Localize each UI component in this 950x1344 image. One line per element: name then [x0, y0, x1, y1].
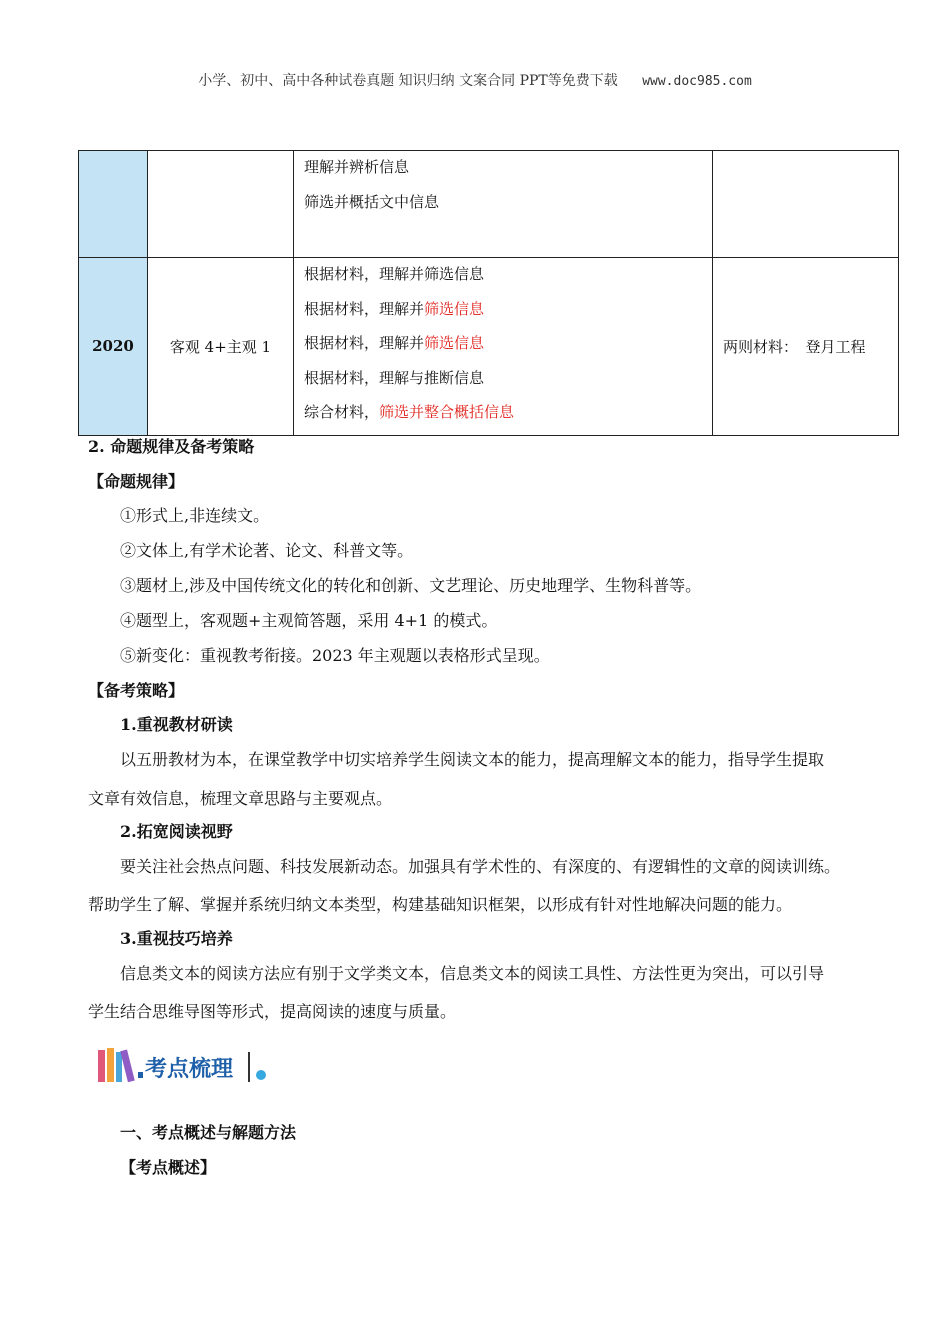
items-cell	[294, 258, 713, 436]
strategy-subtitle: 1.重视教材研读	[120, 715, 233, 734]
header-text: 小学、初中、高中各种试卷真题 知识归纳 文案合同 PPT等免费下载	[198, 73, 618, 89]
table-row	[79, 258, 899, 436]
strategy-subtitle: 2.拓宽阅读视野	[120, 822, 233, 841]
outline-subheading: 【考点概述】	[120, 1158, 217, 1177]
note-cell: 两则材料： 登月工程	[713, 258, 899, 436]
outline-heading: 一、考点概述与解题方法	[120, 1123, 297, 1142]
note-cell	[713, 151, 899, 258]
item-line: 根据材料，理解并筛选信息	[304, 265, 485, 283]
strategy-title: 【备考策略】	[88, 681, 185, 700]
rules-title: 【命题规律】	[88, 472, 185, 491]
header-url: www.doc985.com	[642, 74, 752, 89]
paragraph-line: 帮助学生了解、掌握并系统归纳文本类型，构建基础知识框架，以形成有针对性地解决问题的能力。	[88, 895, 793, 914]
year-cell: 2020	[79, 258, 148, 436]
logo-title: 考点梳理	[145, 1057, 234, 1082]
paragraph-line: 学生结合思维导图等形式，提高阅读的速度与质量。	[88, 1002, 457, 1021]
items-cell	[294, 151, 713, 258]
exam-info-table	[78, 150, 899, 436]
paragraph-line: 要关注社会热点问题、科技发展新动态。加强具有学术性的、有深度的、有逻辑性的文章的阅读训练。	[120, 857, 841, 876]
logo-dot-icon	[256, 1070, 266, 1080]
rule-item: ③题材上,涉及中国传统文化的转化和创新、文艺理论、历史地理学、生物科普等。	[120, 576, 702, 595]
item-line: 根据材料，理解并筛选信息	[304, 334, 485, 352]
paragraph-line: 文章有效信息，梳理文章思路与主要观点。	[88, 789, 393, 808]
type-cell: 客观 4+主观 1	[148, 258, 294, 436]
paragraph-line: 以五册教材为本，在课堂教学中切实培养学生阅读文本的能力，提高理解文本的能力，指导学生提取	[120, 750, 825, 769]
page-header	[0, 70, 950, 90]
item-line: 根据材料，理解与推断信息	[304, 368, 485, 387]
item-line: 根据材料，理解并筛选信息	[304, 299, 485, 318]
paragraph-line: 信息类文本的阅读方法应有别于文学类文本，信息类文本的阅读工具性、方法性更为突出，可以引导	[120, 964, 825, 983]
year-cell	[79, 151, 148, 258]
table-row	[79, 151, 899, 258]
rule-item: ①形式上,非连续文。	[120, 506, 270, 525]
strategy-subtitle: 3.重视技巧培养	[120, 929, 233, 948]
logo-divider	[248, 1052, 250, 1082]
item-line: 筛选并概括文中信息	[304, 192, 440, 211]
rule-item: ④题型上，客观题+主观简答题，采用 4+1 的模式。	[120, 611, 498, 630]
rule-item: ②文体上,有学术论著、论文、科普文等。	[120, 541, 414, 560]
item-line: 综合材料，筛选并整合概括信息	[304, 403, 515, 421]
type-cell	[148, 151, 294, 258]
section-heading: 2. 命题规律及备考策略	[88, 437, 255, 456]
item-line: 理解并辨析信息	[304, 158, 410, 176]
rule-item: ⑤新变化：重视教考衔接。2023 年主观题以表格形式呈现。	[120, 646, 550, 665]
